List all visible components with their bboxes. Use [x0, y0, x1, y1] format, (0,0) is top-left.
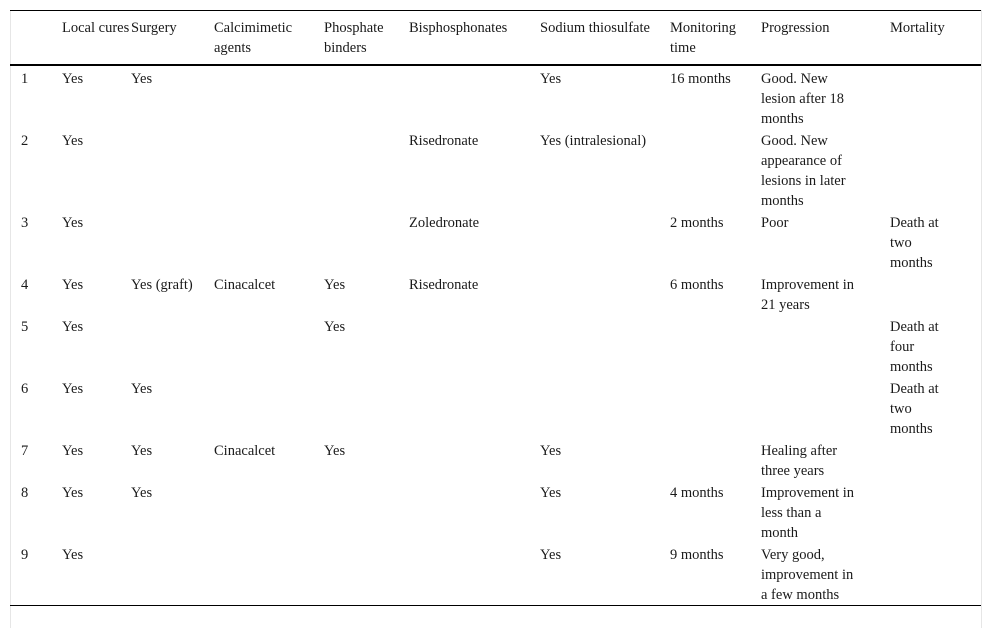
- phosphate-binders-cell: Yes: [324, 443, 346, 459]
- local-cures-cell: Yes: [62, 547, 84, 563]
- bisphosphonates-cell: Zoledronate: [409, 215, 480, 231]
- bisphosphonates-cell: Risedronate: [409, 133, 479, 149]
- case-number-cell: 4: [21, 277, 29, 293]
- progression-cell: [761, 543, 890, 606]
- case-number-cell: 6: [21, 381, 29, 397]
- surgery-cell: [131, 543, 214, 606]
- header-calcimimetic-agents: Calcimimetic agents: [214, 20, 293, 56]
- mortality-cell-text: Death at two months: [890, 215, 939, 271]
- progression-cell-text: Good. New lesion after 18 months: [761, 71, 844, 127]
- surgery-cell: Yes: [131, 485, 153, 501]
- header-case-number: [10, 11, 62, 66]
- calcimimetic-agents-cell: [214, 543, 324, 606]
- mortality-cell: [890, 543, 981, 606]
- bisphosphonates-cell: [409, 65, 540, 129]
- sodium-thiosulfate-cell: Yes (intralesional): [540, 133, 647, 149]
- local-cures-cell: Yes: [62, 215, 84, 231]
- header-phosphate-binders: Phosphate binders: [324, 20, 384, 56]
- progression-cell: [761, 377, 890, 439]
- monitoring-time-cell-text: 2 months: [670, 215, 724, 231]
- header-local-cures: Local cures: [62, 20, 130, 36]
- calcimimetic-agents-cell: [214, 65, 324, 129]
- monitoring-time-cell: [670, 273, 761, 315]
- table-row: [10, 65, 981, 129]
- table-row: [10, 439, 981, 481]
- phosphate-binders-cell: Yes: [324, 319, 346, 335]
- mortality-cell: [890, 439, 981, 481]
- monitoring-time-cell-text: 16 months: [670, 71, 731, 87]
- progression-cell: [761, 439, 890, 481]
- sodium-thiosulfate-cell: [540, 211, 670, 273]
- progression-cell: [761, 211, 890, 273]
- table-row: [10, 129, 981, 211]
- calcimimetic-agents-cell: [214, 211, 324, 273]
- sodium-thiosulfate-cell: Yes: [540, 547, 562, 563]
- local-cures-cell: Yes: [62, 133, 84, 149]
- calcimimetic-agents-cell: [214, 377, 324, 439]
- phosphate-binders-cell: Yes: [324, 277, 346, 293]
- mortality-cell: [890, 65, 981, 129]
- local-cures-cell: Yes: [62, 485, 84, 501]
- surgery-cell: Yes: [131, 443, 153, 459]
- calcimimetic-agents-cell: [214, 315, 324, 377]
- monitoring-time-cell-text: 9 months: [670, 547, 724, 563]
- phosphate-binders-cell: [324, 543, 409, 606]
- progression-cell-text: Very good, improvement in a few months: [761, 547, 854, 603]
- monitoring-time-cell: [670, 129, 761, 211]
- sodium-thiosulfate-cell: [540, 315, 670, 377]
- surgery-cell: Yes (graft): [131, 277, 193, 293]
- monitoring-time-cell: [670, 377, 761, 439]
- progression-cell: [761, 481, 890, 543]
- table-body: [10, 65, 981, 606]
- local-cures-cell: Yes: [62, 381, 84, 397]
- mortality-cell: [890, 273, 981, 315]
- sodium-thiosulfate-cell: [540, 377, 670, 439]
- monitoring-time-cell: [670, 315, 761, 377]
- monitoring-time-cell-text: 4 months: [670, 485, 724, 501]
- progression-cell: [761, 65, 890, 129]
- local-cures-cell: Yes: [62, 71, 84, 87]
- header-surgery: Surgery: [131, 20, 177, 36]
- phosphate-binders-cell: [324, 377, 409, 439]
- calcimimetic-agents-cell: Cinacalcet: [214, 277, 276, 293]
- monitoring-time-cell: [670, 543, 761, 606]
- case-number-cell: 9: [21, 547, 29, 563]
- calcimimetic-agents-cell: [214, 481, 324, 543]
- progression-cell-text: Good. New appearance of lesions in later months: [761, 133, 846, 209]
- progression-cell-text: Poor: [761, 215, 789, 231]
- case-number-cell: 7: [21, 443, 29, 459]
- sodium-thiosulfate-cell: [540, 273, 670, 315]
- progression-cell: [761, 129, 890, 211]
- header-bisphosphonates: Bisphosphonates: [409, 20, 508, 36]
- monitoring-time-cell: [670, 439, 761, 481]
- surgery-cell: Yes: [131, 381, 153, 397]
- progression-cell-text: Improvement in 21 years: [761, 277, 855, 313]
- header-progression: Progression: [761, 20, 830, 36]
- header-sodium-thiosulfate: Sodium thiosulfate: [540, 20, 650, 36]
- bisphosphonates-cell: [409, 481, 540, 543]
- sodium-thiosulfate-cell: Yes: [540, 71, 562, 87]
- header-monitoring-time: Monitoring time: [670, 20, 737, 56]
- case-number-cell: 8: [21, 485, 29, 501]
- calcimimetic-agents-cell: Cinacalcet: [214, 443, 276, 459]
- bisphosphonates-cell: [409, 543, 540, 606]
- mortality-cell: [890, 211, 981, 273]
- case-number-cell: 1: [21, 71, 29, 87]
- treatment-outcomes-table: [10, 10, 981, 606]
- bisphosphonates-cell: [409, 377, 540, 439]
- table-row: [10, 481, 981, 543]
- phosphate-binders-cell: [324, 481, 409, 543]
- monitoring-time-cell: [670, 211, 761, 273]
- table-row: [10, 315, 981, 377]
- table-header: [10, 11, 981, 66]
- surgery-cell: Yes: [131, 71, 153, 87]
- calcimimetic-agents-cell: [214, 129, 324, 211]
- monitoring-time-cell-text: 6 months: [670, 277, 724, 293]
- surgery-cell: [131, 211, 214, 273]
- table-row: [10, 543, 981, 606]
- case-number-cell: 3: [21, 215, 29, 231]
- surgery-cell: [131, 315, 214, 377]
- monitoring-time-cell: [670, 65, 761, 129]
- local-cures-cell: Yes: [62, 277, 84, 293]
- local-cures-cell: Yes: [62, 319, 84, 335]
- mortality-cell: [890, 129, 981, 211]
- bisphosphonates-cell: [409, 315, 540, 377]
- case-number-cell: 2: [21, 133, 29, 149]
- monitoring-time-cell: [670, 481, 761, 543]
- phosphate-binders-cell: [324, 129, 409, 211]
- progression-cell-text: Improvement in less than a month: [761, 485, 855, 541]
- table-row: [10, 211, 981, 273]
- phosphate-binders-cell: [324, 65, 409, 129]
- bisphosphonates-cell: Risedronate: [409, 277, 479, 293]
- mortality-cell: [890, 481, 981, 543]
- header-row: [10, 11, 981, 66]
- table-row: [10, 377, 981, 439]
- surgery-cell: [131, 129, 214, 211]
- mortality-cell: [890, 315, 981, 377]
- table-row: [10, 273, 981, 315]
- phosphate-binders-cell: [324, 211, 409, 273]
- bisphosphonates-cell: [409, 439, 540, 481]
- case-number-cell: 5: [21, 319, 29, 335]
- header-mortality: Mortality: [890, 20, 945, 36]
- mortality-cell-text: Death at two months: [890, 381, 939, 437]
- sodium-thiosulfate-cell: Yes: [540, 485, 562, 501]
- progression-cell-text: Healing after three years: [761, 443, 838, 479]
- sodium-thiosulfate-cell: Yes: [540, 443, 562, 459]
- mortality-cell: [890, 377, 981, 439]
- local-cures-cell: Yes: [62, 443, 84, 459]
- progression-cell: [761, 273, 890, 315]
- progression-cell: [761, 315, 890, 377]
- mortality-cell-text: Death at four months: [890, 319, 939, 375]
